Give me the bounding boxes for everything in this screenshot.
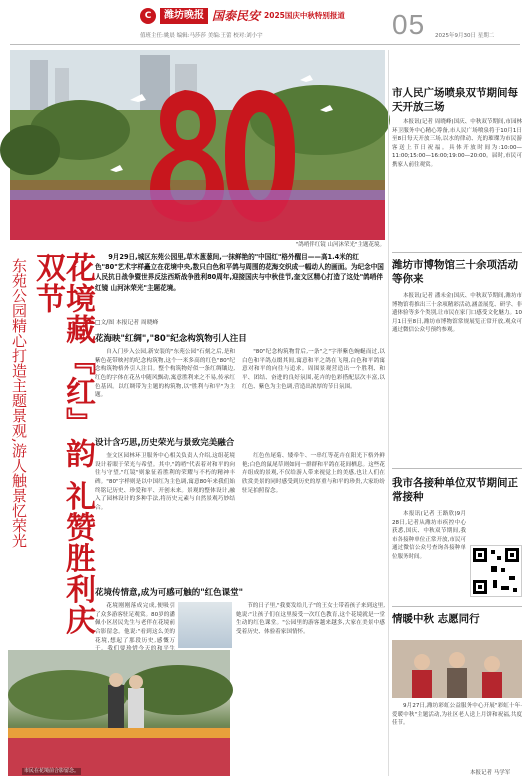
right-rule-3 [392, 606, 522, 607]
right-photo [392, 640, 522, 698]
bottom-photo [8, 650, 230, 776]
right-item4-title: 情暖中秋 志愿同行 [392, 613, 480, 625]
staff-line: 值班主任:姚晨 编辑:马莎莎 美编:王蕾 校对:刘小宇 [140, 33, 263, 39]
paper-name: 潍坊晚报 [160, 8, 208, 24]
section-name: 国泰民安 [212, 8, 261, 23]
inset-photo [178, 602, 232, 648]
section2-col1: 奎文区园林环卫服务中心相关负责人介绍,这组花境设计着眼于荣光与希望。其中,"鸽哨"代表着对和平的向往与守望,"红镜"则象征着胜利的荣耀与不朽的精神丰碑。"80"字样则是以中国红为主色调,寓意80年来我们始终铭记历史、珍爱和平、开创未来。景观的整体设计,融入了园林设计的多种手法,将历史元素与自然景观巧妙结合。 [95, 453, 235, 511]
vertical-headline [8, 252, 95, 642]
qr-code[interactable] [470, 545, 522, 597]
section2-title: 设计含巧思,历史荣光与景致完美融合 [95, 438, 235, 448]
purple-flower-strip [10, 190, 385, 200]
qr-code-icon [471, 546, 521, 596]
right-item1-body: 本报讯(记者 周晓峰)国庆、中秋双节期间,市园林环卫服务中心精心筹备,市人民广场喷泉将于10月1日至8日每天开放三场,以水的律动、光的璀璨为市民游客送上节日祝福。具体开放时间为:10:00—11:00;15:00—16:00;19:00—20:00。届时,市民可携家人前往观赏。 [392, 119, 522, 168]
masthead [140, 6, 380, 26]
main-photo-illustration [10, 50, 385, 240]
lead-byline: □文/图 本报记者 周晓峰 [95, 320, 159, 326]
main-photo-caption: "鸽哨伴红镜 山河沐荣光"主题花境。 [295, 242, 385, 248]
red-flower-bed [10, 200, 385, 240]
page-number: 05 [392, 9, 426, 40]
right-item3-title: 我市各接种单位双节期间正常接种 [392, 477, 518, 504]
special-title: 2025国庆中秋特别报道 [264, 10, 345, 20]
right-item1-title: 市人民广场喷泉双节期间每天开放三场 [392, 87, 518, 114]
right-rule-2 [392, 468, 522, 469]
section2-col2: 红色鱼尾菊、矮牵牛、一串红等花卉在阳光下格外鲜艳;白色的鼠尾草则如同一群群和平鸽在花间栖息。这些花卉组成的景观,不仅给游人带来视觉上的美感,也让人们在欣赏美景的同时感受到历史的厚重与和平的珍贵,大家纷纷驻足拍照留念。 [242, 453, 385, 494]
page-header [0, 0, 530, 46]
section1-col1: 自入门步入公园,新安装的"东苑公园"石刻之后,是和紫色花带映衬的纪念构筑物,这个一米多高的红色"80"纪念构筑物格外引人注目。整个构筑物好似一条红绸镶边,红色的字体在花丛中随风飘动,寓意胜利来之不易,传承红色基因。以红绸带为主题的构筑物,以"胜利与和平"为主题。 [95, 349, 235, 399]
header-rule [10, 44, 520, 45]
main-photo [10, 50, 385, 240]
right-photo-illustration [392, 640, 522, 698]
right-rule-1 [392, 252, 522, 253]
section1-col2: "80"纪念构筑物背后,一条"之"字形紫色蜿蜒而过,以白色和平鸽点缀其间,寓意和平之鸽在飞翔,白色和平鸽寓意对和平的向往与追求。周围景观营造出一个胜利、和平、团结、奋进的良好氛围,花卉的色彩搭配层次丰富,以红色、紫色为主色调,营造出浓厚的节日氛围。 [242, 349, 385, 390]
bottom-photo-label: 市民在花境前合影留念。 [24, 768, 80, 774]
section3-col1: 花境刚刚落成完成,便吸引了众多游客驻足观赏。80岁的潘佩小区居民先生与老伴在花境前合影留念。他说:"看到这么美的花境,想起了那段历史,感慨万 [95, 603, 175, 644]
right-item3-body: 本报讯(记者 王路欣)9月28日,记者从潍坊市疾控中心获悉,国庆、中秋双节期间,我市各接种单位正常开放,市民可通过微信公众号查询各接种单位服务时间。 [392, 511, 466, 560]
right-item4-body: 9月27日,潍坊彩虹公益服务中心开展"彩虹十年·爱暖中秋"主题活动,为社区老人送上月饼和祝福,共度佳节。 [392, 703, 522, 727]
headline-main: 花境藏『红』韵 礼赞胜利庆双节 [30, 252, 95, 636]
reporter-tag: 本报记者 马学军 [470, 770, 511, 776]
right-item2-body: 本报讯(记者 潘未金)国庆、中秋双节期间,潍坊市博物馆将推出三十余项精彩活动,涵盖展览、研学、非遗体验等多个类别,让市民在家门口感受文化魅力。10月1日至8日,潍坊市博物馆常规展览正常开放,观众可通过微信公众号预约参观。 [392, 293, 522, 334]
date-line: 2025年9月30日 星期二 [435, 33, 495, 39]
section3-col2: 节的日子里,"我要发给儿子"的王女士带着孩子来到这里,她说:"让孩子们在这里接受一次红色教育,这个花境就是一堂生动的红色课堂。"公园里的游客越来越多,大家在美景中感受着历史、体验着家国情怀。 [236, 603, 385, 635]
paper-logo-icon: C [140, 8, 156, 24]
column-divider [388, 50, 389, 776]
headline-sub: 东苑公园精心打造主题景观,游人触景忆荣光 [10, 258, 28, 548]
bottom-photo-illustration [8, 650, 230, 776]
lead-paragraph: 9月29日,城区东苑公园里,草木葱葱间,一抹鲜艳的"中国红"格外醒目——高1.4米的红色"80"艺术字样矗立在花境中央,数只白色和平鸽与周围的花海交织成一幅动人的画面。为纪念中国人民抗日战争暨世界反法西斯战争胜利80周年,迎接国庆与中秋佳节,奎文区精心打造了这处"鸽哨伴红镜 山河沐荣光"主题花境。 [95, 253, 384, 292]
right-item2-title: 潍坊市博物馆三十余项活动等你来 [392, 259, 518, 286]
section3-title: 花境传情意,成为可感可触的"红色课堂" [95, 588, 244, 598]
section1-title: 花海映"红绸","80"纪念构筑物引人注目 [95, 334, 247, 344]
